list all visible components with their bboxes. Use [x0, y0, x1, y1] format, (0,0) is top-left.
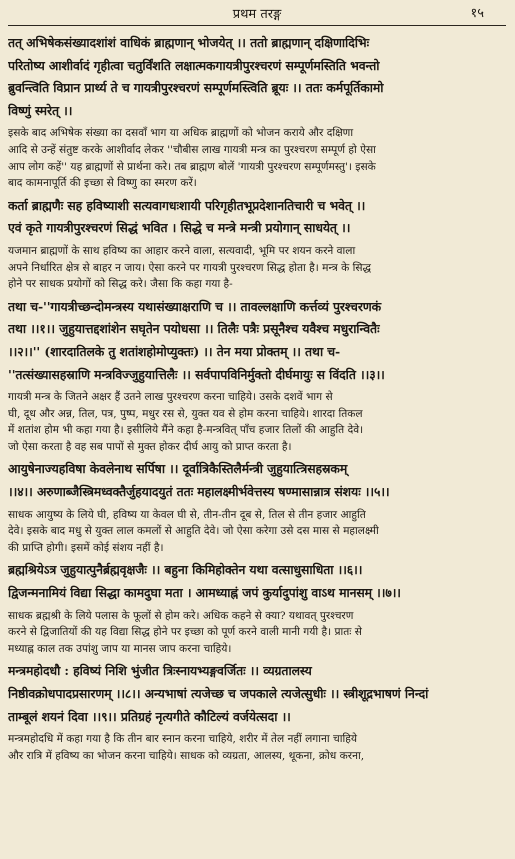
chapter-title: प्रथम तरङ्ग	[232, 7, 282, 22]
verse-line: कर्ता ब्राह्मणैः सह हविष्याशी सत्यवागधःशायी परिगृहीतभूप्रदेशानतिचारी च भवेत् ।।	[8, 197, 366, 213]
hindi-commentary	[8, 243, 506, 293]
page-header	[8, 0, 506, 32]
commentary-line: में शतांश होम भी कहा गया है। इसीलिये मैंने कहा है-मन्त्रवित् पाँच हजार तिलों की आहुति देवे।	[8, 424, 364, 437]
header-rule	[8, 25, 506, 26]
sanskrit-verse	[8, 458, 506, 503]
page-number: १५	[470, 6, 484, 21]
commentary-line: देवे। इसके बाद मधु से युक्त लाल कमलों से आहुति देवे। जो ऐसा करेगा उसे दस मास से महालक्ष्मी	[8, 525, 379, 538]
verse-line: एवं कृते गायत्रीपुरश्चरणं सिद्धं भवित । सिद्धे च मन्त्रे मन्त्री प्रयोगान् साधयेत् ।।	[8, 220, 351, 236]
commentary-line: यजमान ब्राह्मणों के साथ हविष्य का आहार करने वाला, सत्यवादी, भूमि पर शयन करने वाला	[8, 244, 356, 257]
page-body	[8, 32, 506, 767]
commentary-line: आदि से उन्हें संतुष्ट करके आशीर्वाद लेकर ''चौबीस लाख गायत्री मन्त्र का पुरश्चरण सम्पूर्ण हो ऐसा	[8, 143, 376, 156]
sanskrit-verse	[8, 296, 506, 386]
verse-line: ।।४।। अरुणाब्जैस्त्रिमध्वक्तैर्जुहयादयुतं ततः महालक्ष्मीर्भवेत्तस्य षण्मासान्नात्र संशयः ।।५।।	[8, 484, 390, 500]
verse-line: ।।२।।'' (शारदातिलके तु शतांशहोमोप्युक्तः) ।। तेन मया प्रोक्तम् ।। तथा च-	[8, 343, 341, 359]
verse-line: विष्णुं स्मरेत् ।।	[8, 102, 73, 118]
verse-line: तत् अभिषेकसंख्यादशांशं वाधिकं ब्राह्मणान् भोजयेत् ।। ततो ब्राह्मणान् दक्षिणादिभिः	[8, 35, 370, 50]
commentary-line: और रात्रि में हविष्य का भोजन करना चाहिये। साधक को व्यग्रता, आलस्य, थूकना, क्रोध करना,	[8, 749, 365, 762]
sanskrit-verse	[8, 32, 506, 122]
verse-line: निष्ठीवक्रोधपादप्रसारणम् ।।८।। अन्यभाषां त्यजेच्छ च जपकाले त्यजेत्सुधीः ।। स्त्रीशूद्रभाषणं निन्दां	[8, 686, 429, 701]
commentary-line: आप लोग कहें'' यह ब्राह्मणों से प्रार्थना करे। तब ब्राह्मण बोलें 'गायत्री पुरश्चरण सम्पूर्णमस्तु'। इसके	[8, 160, 376, 173]
hindi-commentary	[8, 608, 506, 658]
hindi-commentary	[8, 389, 506, 455]
commentary-line: गायत्री मन्त्र के जितने अक्षर हैं उतने लाख पुरश्चरण करना चाहिये। उसके दशवें भाग से	[8, 391, 333, 404]
commentary-line: इसके बाद अभिषेक संख्या का दसवाँ भाग या अधिक ब्राह्मणों को भोजन कराये और दक्षिणा	[8, 127, 354, 140]
commentary-line: मध्याह्न काल तक उपांशु जाप या मानस जाप करना चाहिये।	[8, 642, 232, 655]
hindi-commentary	[8, 125, 506, 191]
verse-line: मन्त्रमहोदधौ : हविष्यं निशि भुंजीत त्रिःस्नायभ्यङ्गवर्जितः ।। व्यग्रतालस्य	[8, 663, 312, 679]
verse-line: तथा च-''गायत्रीच्छन्दोमन्त्रस्य यथासंख्याक्षराणि च ।। तावल्लक्षाणि कर्त्तव्यं पुरश्चरणकं	[8, 298, 382, 314]
sanskrit-verse	[8, 660, 506, 728]
verse-line: ''तत्संख्यासहस्राणि मन्त्रविज्जुहुयात्तिलैः ।। सर्वपापविनिर्मुक्तो दीर्घमायुः स विंदति ।।३।।	[8, 366, 385, 382]
commentary-line: करने से द्विजातियों की यह विद्या सिद्ध होने पर इच्छा को पूर्ण करने वाली मानी गयी है। प्रातः से	[8, 626, 362, 639]
verse-line: तथा ।।१।। जुहुयात्तद्दशांशेन सघृतेन पयोधसा ।। तिलैः पत्रैः प्रसूनैश्च यवैश्च मधुरान्वितैः	[8, 321, 380, 337]
commentary-line: होने पर साधक प्रयोगों को सिद्ध करे। जैसा कि कहा गया है-	[8, 278, 233, 291]
hindi-commentary	[8, 731, 506, 764]
verse-line: परितोष्य आशीर्वादं गृहीत्वा चतुर्विंशति लक्षात्मकगायत्रीपुरश्चरणं सम्पूर्णमस्तिति भवन्तो	[8, 57, 380, 73]
hindi-commentary	[8, 507, 506, 557]
verse-line: ब्रह्मश्रियेऽत्र जुहुयात्पुनैर्ब्रह्मवृक्षजैः ।। बहुना किमिहोक्तेन यथा वत्साधुसाधिता ।।६।।	[8, 562, 363, 578]
commentary-line: बाद कामनापूर्ति की इच्छा से विष्णु का स्मरण करें।	[8, 177, 197, 190]
commentary-line: मन्त्रमहोदधि में कहा गया है कि तीन बार स्नान करना चाहिये, शरीर में तेल नहीं लगाना चाहिये	[8, 733, 357, 746]
commentary-line: साधक ब्रह्मश्री के लिये पलास के फूलों से होम करे। अधिक कहने से क्या? यथावत् पुरश्चरण	[8, 609, 354, 622]
verse-line: आयुषेनाज्यहविषा केवलेनाथ सर्पिषा ।। दूर्वात्रिकैस्तिलैर्मन्त्री जुहुयात्त्रिसहस्रकम्	[8, 461, 348, 477]
verse-line: ब्रुवन्त्विति विप्रान प्रार्थ्य ते च गायत्रीपुरश्चरणं सम्पूर्णमस्त्विति ब्रूयः ।। ततः कर्मपूर्तिकामो	[8, 80, 384, 96]
sanskrit-verse	[8, 559, 506, 604]
commentary-line: जो ऐसा करता है वह सब पापों से मुक्त होकर दीर्घ आयु को प्राप्त करता है।	[8, 440, 292, 453]
commentary-line: की प्राप्ति होगी। इसमें कोई संशय नहीं है।	[8, 541, 164, 554]
block-gap	[8, 764, 506, 767]
commentary-line: अपने निर्धारित क्षेत्र से बाहर न जाय। ऐसा करने पर गायत्री पुरश्चरण सिद्ध होता है। मन्त्र के सिद्ध	[8, 261, 372, 274]
verse-line: द्विजन्मनामियं विद्या सिद्धा कामदुघा मता । आमध्याह्नं जपं कुर्यादुपांशु वाऽथ मानसम् ।।७।।	[8, 585, 401, 601]
commentary-line: साधक आयुष्य के लिये घी, हविष्य या केवल घी से, तीन-तीन दूब से, तिल से तीन हजार आहुति	[8, 508, 366, 521]
verse-line: ताम्बूलं शयनं दिवा ।।९।। प्रतिग्रहं नृत्यगीते कौटिल्यं वर्जयेत्सदा ।।	[8, 708, 291, 724]
sanskrit-verse	[8, 195, 506, 240]
commentary-line: घी, दूध और अन्न, तिल, पत्र, पुष्प, मधुर रस से, युक्त यव से होम करना चाहिये। शारदा तिकल	[8, 407, 363, 420]
